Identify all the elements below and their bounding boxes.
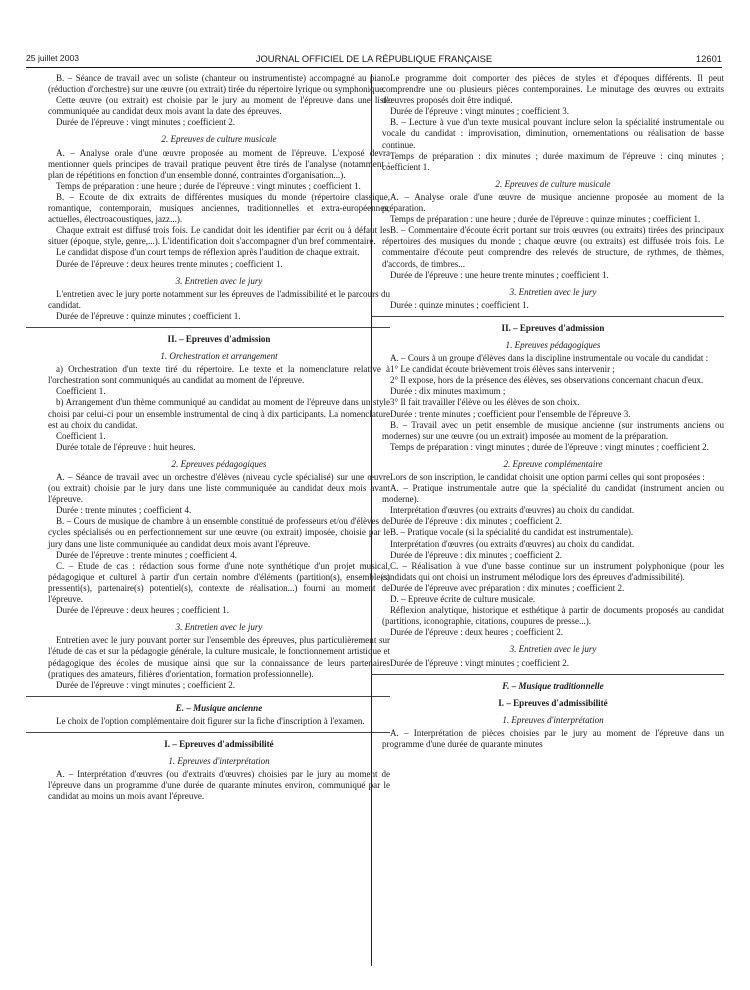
section-heading: I. – Epreuves d'admissibilité — [498, 697, 608, 708]
paragraph: Coefficient 1. — [56, 430, 106, 441]
paragraph: Durée de l'épreuve avec préparation : dix minutes ; coefficient 2. — [390, 582, 625, 593]
paragraph: D. – Epreuve écrite de culture musicale. — [390, 594, 536, 605]
option-heading: E. – Musique ancienne — [175, 702, 263, 713]
header-page-number: 12601 — [695, 53, 722, 64]
paragraph: C. – Etude de cas : rédaction sous forme d'une note synthétique d'un projet musical, pédagogique et culturel à partir d'un certain nombre d'éléments (partition(s), ensemble(s) pressenti(s), partenaire(s) potentiel(s), contexte de réalisation...) fourni au moment de l'épreuve. — [48, 560, 390, 605]
paragraph: Temps de préparation : dix minutes ; durée maximum de l'épreuve : cinq minutes ; coefficient 1. — [382, 150, 724, 172]
paragraph: Durée de l'épreuve : deux heures ; coefficient 1. — [56, 605, 230, 616]
paragraph: a) Orchestration d'un texte tiré du répertoire. Le texte et la nomenclature relative à l'orchestration sont communiqués au candidat au moment de l'épreuve. — [48, 364, 390, 386]
paragraph: Le choix de l'option complémentaire doit figurer sur la fiche d'inscription à l'examen. — [56, 715, 365, 726]
paragraph: Durée de l'épreuve : dix minutes ; coefficient 2. — [390, 549, 563, 560]
section-heading: II. – Epreuves d'admission — [167, 333, 271, 344]
paragraph: A. – Séance de travail avec un orchestre d'élèves (niveau cycle spécialisé) sur une œuvre (ou extrait) choisie par le jury dans une liste communiquée au candidat deux mois avant l'épreuve. — [48, 472, 390, 505]
paragraph: Temps de préparation : vingt minutes ; durée de l'épreuve : vingt minutes ; coefficient 2. — [390, 441, 709, 452]
subsection-heading: 2. Epreuves de culture musicale — [495, 178, 611, 189]
subsection-heading: 1. Epreuves d'interprétation — [168, 756, 270, 767]
paragraph: B. – Lecture à vue d'un texte musical pouvant inclure selon la spécialité instrumentale ou vocale du candidat : improvisation, diminution, ornementations ou réalisation de basse continue. — [382, 117, 724, 150]
paragraph: A. – Interprétation de pièces choisies par le jury au moment de l'épreuve dans un programme d'une durée de quarante minutes — [382, 727, 724, 749]
subsection-heading: 1. Epreuves d'interprétation — [502, 714, 604, 725]
paragraph: Durée : dix minutes maximum ; — [390, 386, 506, 397]
paragraph: B. – Cours de musique de chambre à un ensemble constitué de professeurs et/ou d'élèves de cycles spécialisés ou en perfectionnement sur une œuvre (ou extrait) imposée, choisie par le jury dans une liste communiquée au candidat deux mois avant l'épreuve. — [48, 516, 390, 549]
subsection-heading: 3. Entretien avec le jury — [509, 644, 597, 655]
paragraph: L'entretien avec le jury porte notamment sur les épreuves de l'admissibilité et le parcours du candidat. — [48, 288, 390, 310]
paragraph: Durée : quinze minutes ; coefficient 1. — [390, 299, 529, 310]
subsection-heading: 2. Epreuves pédagogiques — [171, 458, 267, 469]
paragraph: A. – Analyse orale d'une œuvre de musique ancienne proposée au moment de la préparation. — [382, 191, 724, 214]
subsection-heading: 1. Orchestration et arrangement — [160, 351, 278, 362]
paragraph: b) Arrangement d'un thème communiqué au candidat au moment de l'épreuve dans un style choisi par celui-ci pour un ensemble instrumental de cinq à dix participants. La nomenclature est au choix du candidat. — [48, 397, 390, 430]
paragraph: Durée : trente minutes ; coefficient 4. — [56, 505, 192, 516]
subsection-heading: 1. Epreuves pédagogiques — [505, 339, 601, 350]
section-separator — [26, 696, 390, 697]
paragraph: Durée de l'épreuve : trente minutes ; coefficient 4. — [56, 549, 238, 560]
subsection-heading: 3. Entretien avec le jury — [509, 286, 597, 297]
paragraph: B. – Séance de travail avec un soliste (chanteur ou instrumentiste) accompagné au piano (réduction d'orchestre) sur une œuvre (ou extrait) tirée du répertoire lyrique ou symphonique. — [48, 73, 390, 95]
subsection-heading: 3. Entretien avec le jury — [175, 275, 263, 286]
paragraph: Interprétation d'œuvres (ou extraits d'œuvres) au choix du candidat. — [390, 538, 635, 549]
section-heading: I. – Epreuves d'admissibilité — [164, 738, 274, 749]
paragraph: Durée de l'épreuve : deux heures trente minutes ; coefficient 1. — [56, 258, 283, 269]
paragraph: Durée de l'épreuve : vingt minutes ; coefficient 2. — [390, 657, 570, 668]
paragraph: Entretien avec le jury pouvant porter sur l'ensemble des épreuves, plus particulièrement sur l'étude de cas et sur la pédagogie générale, la culture musicale, le fonctionnement artistique et pédagogique des écoles de musique ainsi que sur la connaissance de leurs partenaires (pratiques des amateurs, filières d'orientation, formation professionnelle). — [48, 635, 390, 679]
paragraph: A. – Analyse orale d'une œuvre proposée au moment de l'épreuve. L'exposé devra mentionner quels principes de travail pratique peuvent être tirés de l'analyse (notamment : plan de répétitions en fonction d'un ensemble donné, contraintes d'organisation...). — [48, 147, 390, 180]
paragraph: Durée de l'épreuve : deux heures ; coefficient 2. — [390, 627, 564, 638]
paragraph: C. – Réalisation à vue d'une basse continue sur un instrument polyphonique (pour les candidats qui ont choisi un instrument mélodique lors des épreuves d'admissibilité). — [382, 560, 724, 582]
page-header — [26, 53, 722, 67]
paragraph: Durée de l'épreuve : quinze minutes ; coefficient 1. — [56, 310, 241, 321]
paragraph: A. – Pratique instrumentale autre que la spécialité du candidat (instrument ancien ou moderne). — [382, 483, 724, 505]
paragraph: Durée de l'épreuve : vingt minutes ; coefficient 3. — [390, 106, 570, 117]
paragraph: B. – Travail avec un petit ensemble de musique ancienne (sur instruments anciens ou modernes) sur une œuvre (ou un extrait) imposée au moment de la préparation. — [382, 419, 724, 441]
paragraph: 1° Le candidat écoute brièvement trois élèves sans intervenir ; — [390, 364, 615, 375]
subsection-heading: 3. Entretien avec le jury — [175, 622, 263, 633]
paragraph: B. – Pratique vocale (si la spécialité du candidat est instrumentale). — [390, 527, 634, 538]
paragraph: Temps de préparation : une heure ; durée de l'épreuve : quinze minutes ; coefficient 1. — [390, 214, 701, 225]
paragraph: B. – Ecoute de dix extraits de différentes musiques du monde (répertoire classique, romantique, contemporain, musiques anciennes, traditionnelles et extra-européennes, actuelles, électroacoustiques, jazz...). — [48, 191, 390, 225]
right-column — [382, 73, 724, 750]
column-divider — [371, 74, 372, 966]
subsection-heading: 2. Epreuves de culture musicale — [161, 134, 277, 145]
paragraph: Durée de l'épreuve : vingt minutes ; coefficient 2. — [56, 679, 236, 690]
paragraph: Cette œuvre (ou extrait) est choisie par le jury au moment de l'épreuve dans une liste communiquée au candidat deux mois avant la date des épreuves. — [48, 95, 390, 117]
section-heading: II. – Epreuves d'admission — [501, 322, 605, 333]
header-rule — [26, 67, 722, 68]
paragraph: Temps de préparation : une heure ; durée de l'épreuve : vingt minutes ; coefficient 1. — [56, 180, 361, 191]
subsection-heading: 2. Epreuve complémentaire — [503, 458, 603, 469]
paragraph: Coefficient 1. — [56, 386, 106, 397]
paragraph: Interprétation d'œuvres (ou extraits d'œuvres) au choix du candidat. — [390, 505, 635, 516]
paragraph: A. – Interprétation d'œuvres (ou d'extraits d'œuvres) choisies par le jury au moment de l'épreuve dans un programme d'une durée de quarante minutes environ, communiqué par le candidat au moins un mois avant l'épreuve. — [48, 769, 390, 802]
section-separator — [26, 732, 390, 733]
section-separator — [371, 674, 724, 675]
section-separator — [26, 327, 390, 328]
paragraph: Durée de l'épreuve : vingt minutes ; coefficient 2. — [56, 117, 236, 128]
paragraph: Le programme doit comporter des pièces de styles et d'époques différents. Il peut comprendre une ou plusieurs pièces contemporaines. Le minutage des œuvres ou extraits d'œuvres proposés doit être indiqué. — [382, 73, 724, 106]
paragraph: Chaque extrait est diffusé trois fois. Le candidat doit les identifier par écrit ou à défaut les situer (époque, style, genre,...). L'identification doit s'accompagner d'un bref commentaire. — [48, 225, 390, 247]
paragraph: Lors de son inscription, le candidat choisit une option parmi celles qui sont proposées : — [390, 472, 705, 482]
paragraph: 2° Il expose, hors de la présence des élèves, ses observations concernant chacun d'eux. — [390, 375, 704, 386]
paragraph: 3° Il fait travailler l'élève ou les élèves de son choix. — [390, 397, 580, 408]
paragraph: B. – Commentaire d'écoute écrit portant sur trois œuvres (ou extraits) tirées des principaux répertoires des musiques du monde ; chaque œuvre (ou extraits) est diffusée trois fois. Le commentaire d'écoute peut comprendre des relevés de structure, de rythmes, de thèmes, d'accords, de timbres... — [382, 225, 724, 269]
header-journal-title: JOURNAL OFFICIEL DE LA RÉPUBLIQUE FRANÇAISE — [255, 53, 493, 64]
paragraph: Durée : trente minutes ; coefficient pour l'ensemble de l'épreuve 3. — [390, 408, 631, 419]
header-date: 25 juillet 2003 — [26, 53, 80, 63]
paragraph: Le candidat dispose d'un court temps de réflexion après l'audition de chaque extrait. — [56, 247, 360, 258]
paragraph: A. – Cours à un groupe d'élèves dans la discipline instrumentale ou vocale du candidat : — [390, 353, 709, 364]
option-heading: F. – Musique traditionnelle — [502, 680, 604, 691]
paragraph: Durée de l'épreuve : dix minutes ; coefficient 2. — [390, 516, 563, 527]
paragraph: Réflexion analytique, historique et esthétique à partir de documents proposés au candidat (partitions, iconographie, citations, coupures de presse...). — [382, 605, 724, 627]
left-column — [48, 73, 390, 802]
section-separator — [371, 316, 724, 317]
paragraph: Durée totale de l'épreuve : huit heures. — [56, 441, 196, 452]
paragraph: Durée de l'épreuve : une heure trente minutes ; coefficient 1. — [390, 269, 609, 280]
